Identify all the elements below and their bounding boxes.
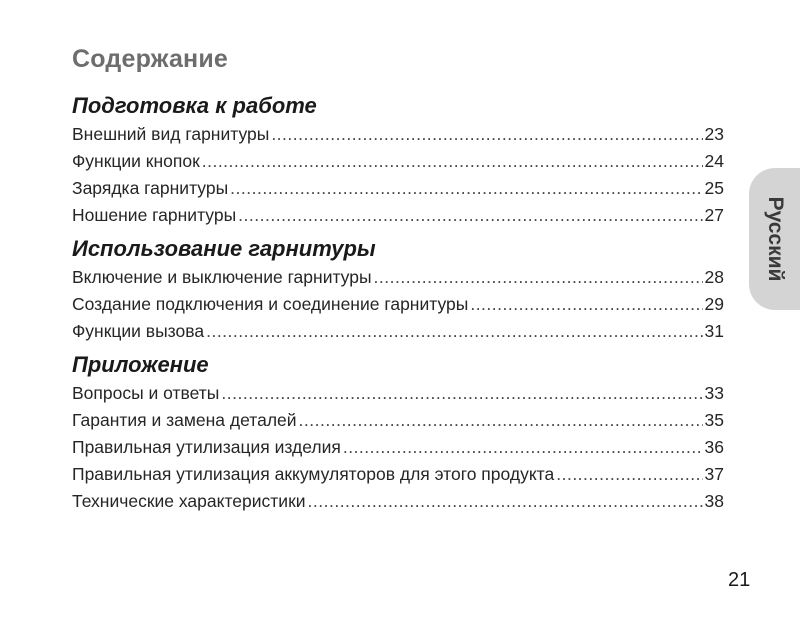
toc-section-usage (72, 234, 724, 345)
toc-entry-page: 31 (704, 321, 724, 341)
toc-entry-text: Правильная утилизация аккумуляторов для этого продукта (72, 464, 555, 484)
toc-entry[interactable] (72, 318, 724, 345)
toc-entry-text: Технические характеристики (72, 491, 306, 511)
toc-entry[interactable] (72, 434, 724, 461)
toc-entry-page: 27 (704, 205, 724, 225)
language-tab-label: Русский (763, 196, 787, 282)
dot-leader (230, 175, 702, 202)
toc-entry-page: 28 (704, 267, 724, 287)
toc-entry-page: 33 (704, 383, 724, 403)
toc-entry-text: Функции кнопок (72, 151, 200, 171)
toc-section-appendix (72, 350, 724, 515)
toc-entry-page: 24 (704, 151, 724, 171)
dot-leader (556, 461, 702, 488)
toc-entry-text: Вопросы и ответы (72, 383, 220, 403)
toc-entry-text: Гарантия и замена деталей (72, 410, 297, 430)
dot-leader (374, 264, 703, 291)
dot-leader (271, 121, 702, 148)
toc-entry[interactable] (72, 202, 724, 229)
toc-entry-text: Функции вызова (72, 321, 205, 341)
toc-entry-page: 38 (704, 491, 724, 511)
toc-entry-text: Включение и выключение гарнитуры (72, 267, 372, 287)
page-title: Содержание (72, 45, 229, 73)
language-tab[interactable] (749, 168, 800, 310)
dot-leader (470, 291, 702, 318)
toc-entry[interactable] (72, 407, 724, 434)
toc-entry-text: Создание подключения и соединение гарнитуры (72, 294, 469, 314)
toc-entry-text: Зарядка гарнитуры (72, 178, 229, 198)
toc-entry-page: 35 (704, 410, 724, 430)
toc-entry[interactable] (72, 121, 724, 148)
section-title: Подготовка к работе (72, 93, 317, 118)
toc-entry-text: Правильная утилизация изделия (72, 437, 341, 457)
toc-entry-page: 29 (704, 294, 724, 314)
toc-entry-page: 36 (704, 437, 724, 457)
dot-leader (202, 148, 703, 175)
table-of-contents (72, 91, 724, 520)
dot-leader (299, 407, 703, 434)
toc-entry[interactable] (72, 488, 724, 515)
toc-entry-page: 23 (704, 124, 724, 144)
toc-entry-text: Ношение гарнитуры (72, 205, 237, 225)
toc-entry[interactable] (72, 291, 724, 318)
dot-leader (308, 488, 703, 515)
toc-entry-page: 37 (704, 464, 724, 484)
toc-entry[interactable] (72, 264, 724, 291)
toc-entry[interactable] (72, 461, 724, 488)
page-number: 21 (728, 569, 751, 591)
toc-section-preparation (72, 91, 724, 229)
toc-entry[interactable] (72, 380, 724, 407)
toc-entry[interactable] (72, 148, 724, 175)
dot-leader (206, 318, 702, 345)
toc-entry-page: 25 (704, 178, 724, 198)
section-title: Использование гарнитуры (72, 236, 376, 261)
toc-entry-text: Внешний вид гарнитуры (72, 124, 270, 144)
dot-leader (221, 380, 702, 407)
section-title: Приложение (72, 352, 209, 377)
dot-leader (238, 202, 702, 229)
dot-leader (343, 434, 703, 461)
toc-entry[interactable] (72, 175, 724, 202)
